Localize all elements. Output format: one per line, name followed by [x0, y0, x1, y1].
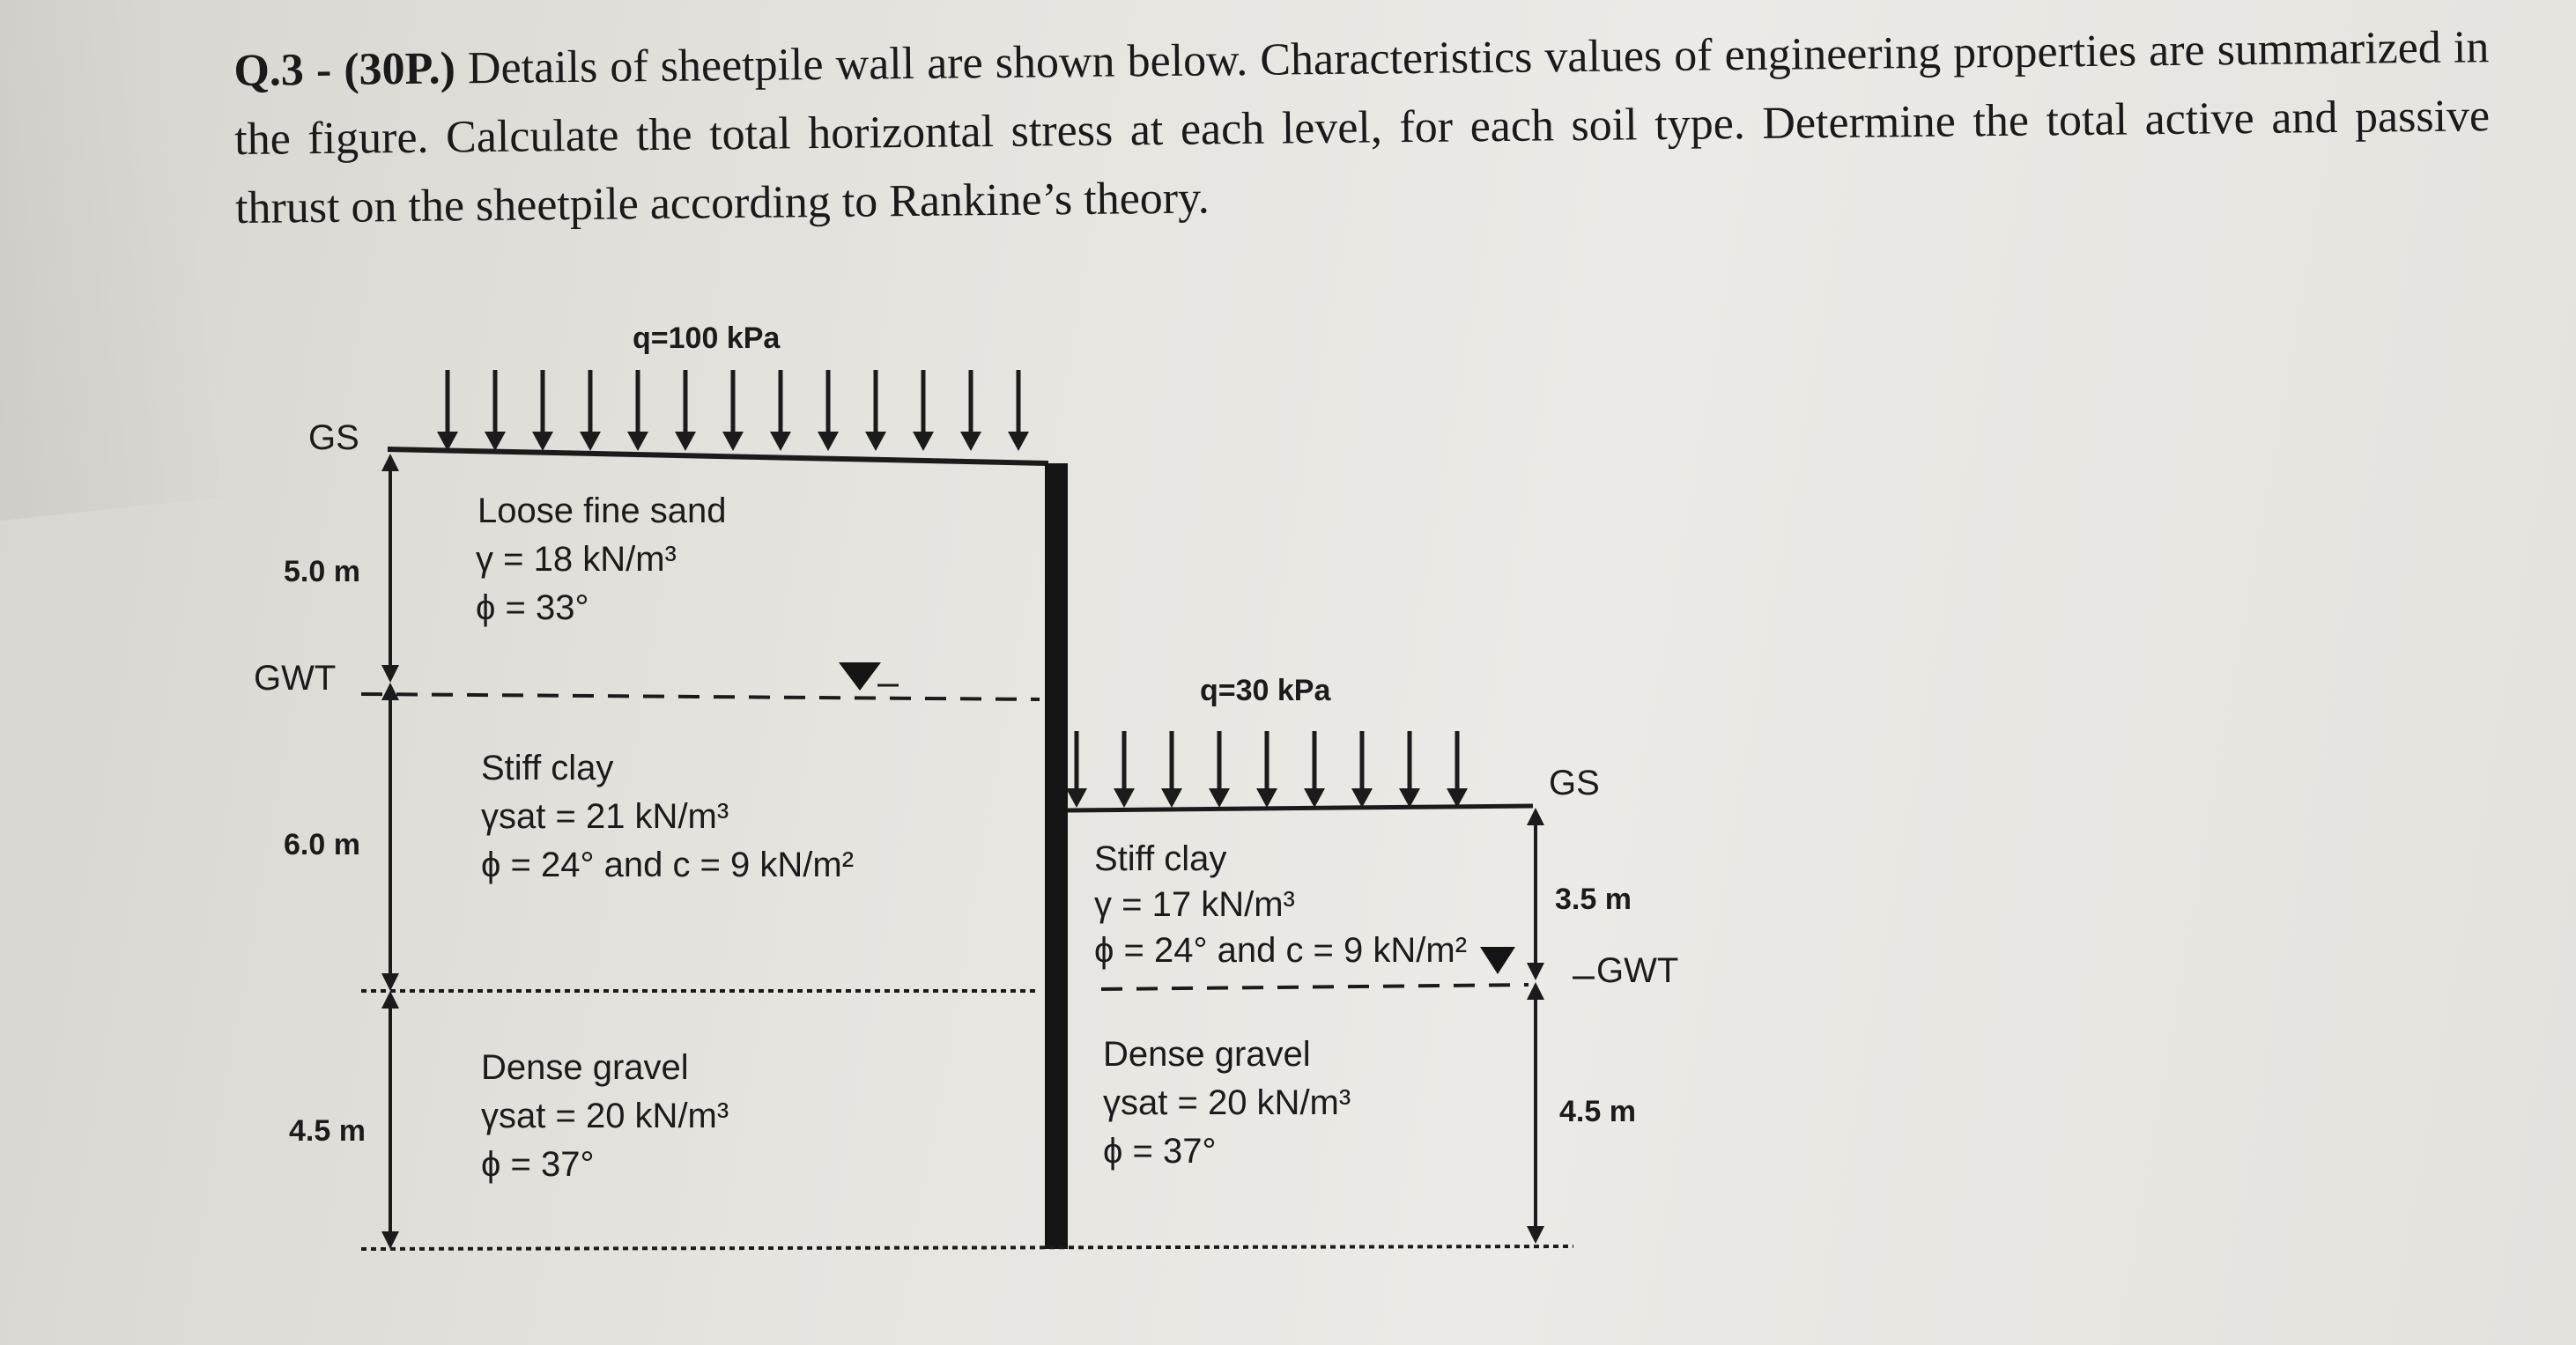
left-layer-1-unit-weight: γ = 18 kN/m³	[476, 540, 677, 579]
right-layer-1	[1094, 839, 1467, 970]
right-gwt-label: GWT	[1596, 951, 1679, 990]
base-line	[361, 1246, 1573, 1249]
right-depth-2: 4.5 m	[1559, 1095, 1636, 1128]
left-layer-1-friction-angle: ϕ = 33°	[476, 588, 589, 627]
right-surcharge-arrows	[1077, 731, 1457, 797]
right-layer-2	[1103, 1035, 1351, 1171]
left-layer-2-strength: ϕ = 24° and c = 9 kN/m²	[481, 846, 855, 884]
left-depth-2: 6.0 m	[284, 828, 360, 861]
left-layer-3-name: Dense gravel	[481, 1048, 689, 1087]
left-depth-3: 4.5 m	[289, 1114, 366, 1148]
question-body: Details of sheetpile wall are shown below. Characteristics values of engineering properties are summarized in the figure. Calculate the total horizontal stress at each level, for each soil type. Determine the total active and passive thrust on the sheetpile according to Rankine’s theory.	[233, 22, 2491, 233]
right-surcharge-label: q=30 kPa	[1200, 674, 1331, 707]
right-layer-1-name: Stiff clay	[1094, 839, 1227, 878]
right-surcharge-arrowheads	[1066, 788, 1468, 808]
left-gwt-line	[361, 694, 1040, 699]
right-layer-2-name: Dense gravel	[1103, 1035, 1311, 1074]
left-surcharge-arrowheads	[437, 432, 1029, 451]
left-surcharge-arrows	[448, 370, 1018, 440]
left-gs-label: GS	[308, 418, 359, 457]
right-layer-1-unit-weight: γ = 17 kN/m³	[1094, 885, 1295, 924]
right-layer-1-strength: ϕ = 24° and c = 9 kN/m²	[1094, 931, 1468, 970]
left-layer-3-friction-angle: ϕ = 37°	[481, 1145, 595, 1184]
question-number: Q.3 - (30P.)	[233, 43, 456, 96]
right-ground-surface	[1068, 806, 1533, 810]
right-gs-label: GS	[1549, 764, 1600, 802]
right-water-table-icon	[1480, 947, 1515, 974]
left-layer-2	[481, 749, 854, 884]
left-layer-1-name: Loose fine sand	[477, 491, 727, 530]
left-ground-surface	[388, 449, 1048, 463]
left-layer-2-name: Stiff clay	[481, 749, 614, 787]
left-layer-1	[476, 491, 726, 627]
right-depth-1: 3.5 m	[1555, 883, 1632, 916]
left-layer-3-unit-weight: γsat = 20 kN/m³	[481, 1097, 729, 1135]
sheetpile-wall	[1045, 463, 1068, 1249]
right-layer-2-friction-angle: ϕ = 37°	[1103, 1132, 1217, 1171]
left-gwt-label: GWT	[254, 659, 337, 698]
right-gwt-line	[1101, 985, 1529, 989]
left-water-table-icon	[839, 662, 881, 691]
left-layer-2-unit-weight: γsat = 21 kN/m³	[481, 797, 729, 836]
left-layer-3	[481, 1048, 729, 1184]
left-depth-1: 5.0 m	[284, 555, 360, 588]
left-surcharge-label: q=100 kPa	[633, 321, 781, 355]
right-layer-2-unit-weight: γsat = 20 kN/m³	[1103, 1083, 1351, 1122]
